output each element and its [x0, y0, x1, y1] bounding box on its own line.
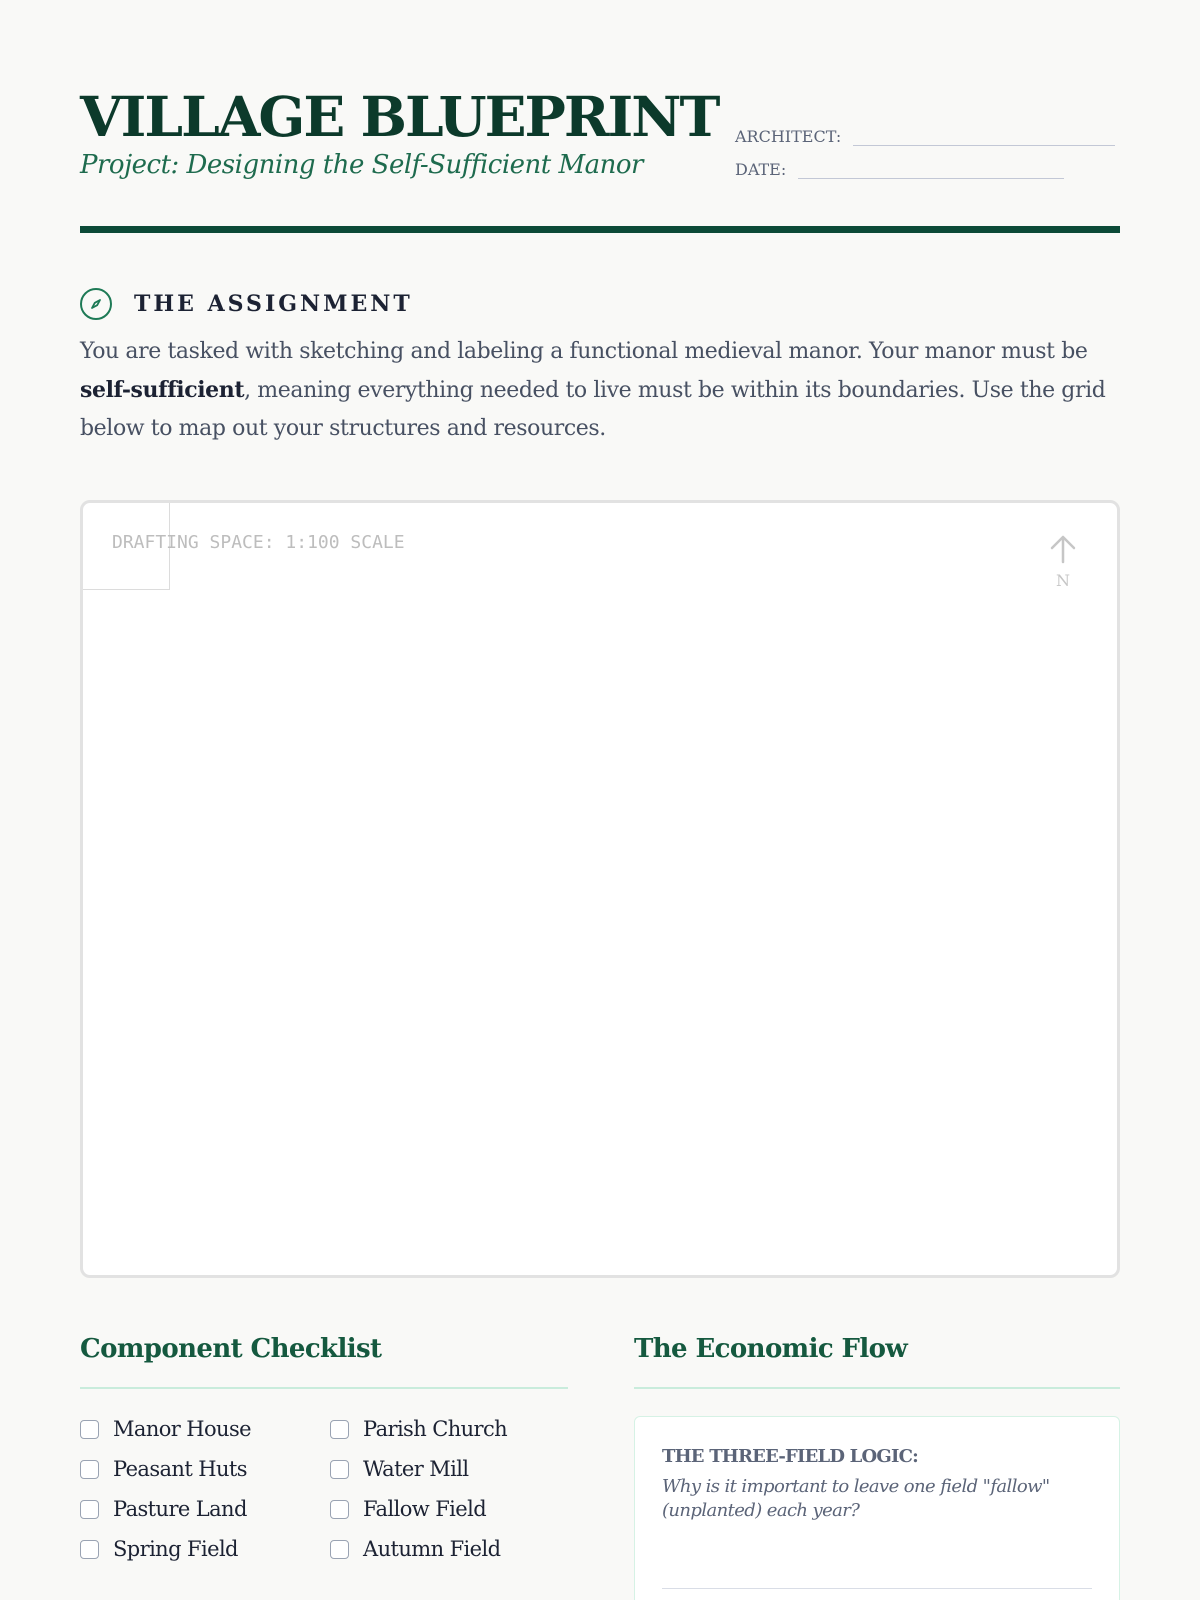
checklist-divider — [80, 1387, 568, 1389]
economy-title: The Economic Flow — [634, 1334, 908, 1364]
checklist-item-label: Fallow Field — [363, 1497, 487, 1521]
checkbox[interactable] — [330, 1500, 349, 1519]
checklist-item-label: Autumn Field — [363, 1537, 501, 1561]
checkbox[interactable] — [80, 1420, 99, 1439]
assignment-text-part: , meaning everything needed to live must be within its boundaries. Use the grid below to map out your structures and resources. — [80, 378, 1106, 441]
date-field[interactable] — [798, 159, 1064, 179]
checklist-item-label: Pasture Land — [113, 1497, 247, 1521]
checklist-item[interactable] — [80, 1493, 247, 1525]
page-title: VILLAGE BLUEPRINT — [80, 84, 719, 149]
compass-icon — [80, 288, 112, 320]
economy-question: Why is it important to leave one field "fallow" (unplanted) each year? — [662, 1476, 1050, 1521]
checkbox[interactable] — [330, 1540, 349, 1559]
checklist-item[interactable] — [330, 1413, 507, 1445]
header — [80, 84, 1120, 234]
checklist-item[interactable] — [330, 1493, 486, 1525]
assignment-text — [80, 333, 1120, 448]
economy-card-label: THE THREE-FIELD LOGIC: — [662, 1446, 918, 1467]
checkbox[interactable] — [80, 1460, 99, 1479]
checkbox[interactable] — [330, 1460, 349, 1479]
architect-label: ARCHITECT: — [735, 127, 842, 146]
checklist-item-label: Peasant Huts — [113, 1457, 247, 1481]
checkbox[interactable] — [330, 1420, 349, 1439]
checklist-item[interactable] — [80, 1453, 247, 1485]
checklist-item[interactable] — [80, 1413, 251, 1445]
drafting-label: DRAFTING SPACE: 1:100 SCALE — [112, 532, 405, 553]
answer-line[interactable] — [662, 1588, 1092, 1589]
checklist-item[interactable] — [80, 1533, 238, 1565]
economy-divider — [634, 1387, 1120, 1389]
assignment-title: THE ASSIGNMENT — [134, 291, 413, 317]
architect-row — [735, 126, 1115, 146]
header-divider — [80, 226, 1120, 233]
date-row — [735, 159, 1064, 179]
worksheet-page — [80, 0, 1120, 1600]
checkbox[interactable] — [80, 1540, 99, 1559]
checkbox[interactable] — [80, 1500, 99, 1519]
assignment-heading — [80, 287, 413, 321]
checklist-item-label: Water Mill — [363, 1457, 469, 1481]
checklist-item-label: Manor House — [113, 1417, 251, 1441]
economy-question-card — [634, 1416, 1120, 1600]
checklist-item-label: Parish Church — [363, 1417, 508, 1441]
assignment-text-part: You are tasked with sketching and labeling a functional medieval manor. Your manor must be — [80, 339, 1088, 364]
page-subtitle: Project: Designing the Self-Sufficient Manor — [80, 150, 643, 180]
architect-field[interactable] — [853, 126, 1115, 146]
date-label: DATE: — [735, 160, 787, 179]
checklist-item[interactable] — [330, 1533, 500, 1565]
checklist-item-label: Spring Field — [113, 1537, 238, 1561]
drafting-space[interactable] — [80, 500, 1120, 1278]
checklist-title: Component Checklist — [80, 1334, 382, 1364]
north-label: N — [1056, 571, 1070, 590]
checklist-item[interactable] — [330, 1453, 469, 1485]
assignment-emphasis: self-sufficient — [80, 377, 245, 403]
north-indicator — [1043, 533, 1083, 590]
north-arrow-icon — [1047, 533, 1079, 565]
